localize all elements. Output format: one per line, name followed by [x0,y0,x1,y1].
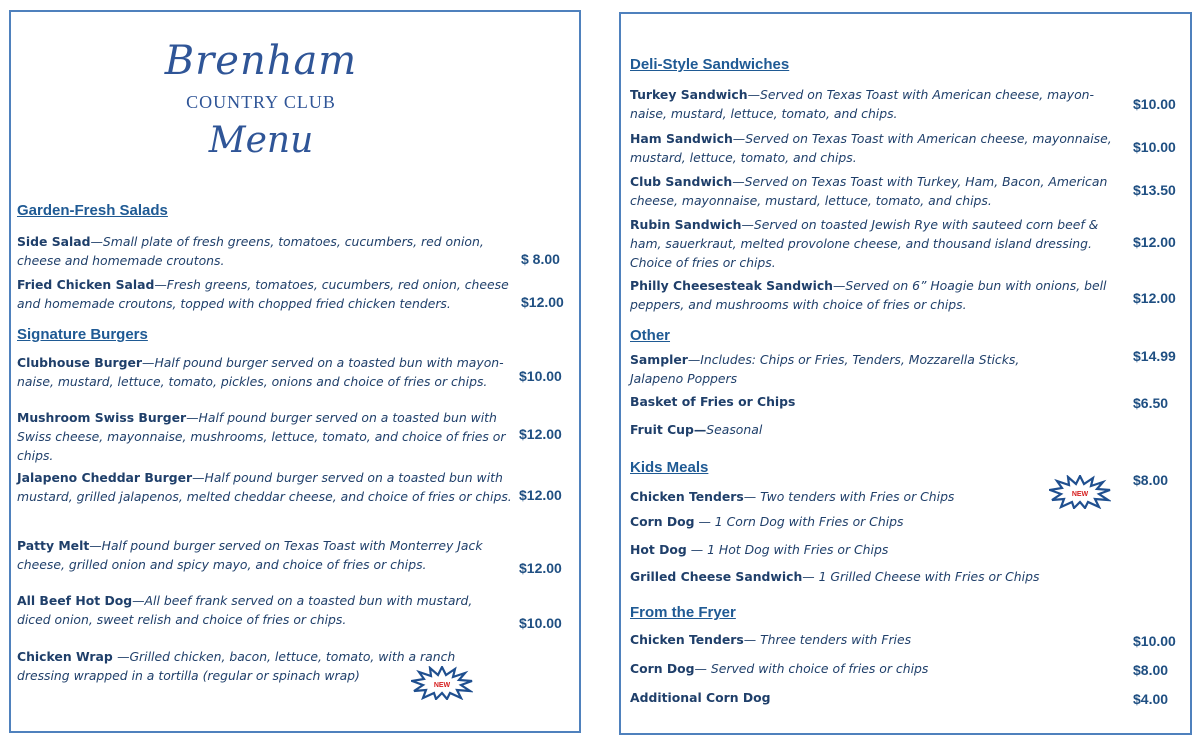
item-desc: —All beef frank served on a toasted bun with mustard, diced onion, sweet relish and choice of fries or chips. [17,593,473,627]
price: $13.50 [1133,182,1176,198]
item-name: Side Salad [17,234,91,249]
item-name: Chicken Tenders [630,489,744,504]
price: $10.00 [1133,139,1176,155]
item-desc: —Half pound burger served on a toasted bun with Swiss cheese, mayonnaise, mushrooms, lettuce, tomato, and choice of fries or chips. [17,410,506,463]
item-name: Basket of Fries or Chips [630,394,796,409]
item-desc: —Half pound burger served on a toasted bun with mustard, grilled jalapenos, melted cheddar cheese, and choice of fries or chips. [17,470,512,504]
item-kids-corn-dog [630,512,1050,531]
item-name: Club Sandwich [630,174,733,189]
price: $4.00 [1133,691,1169,707]
new-badge-icon [411,666,473,700]
item-name: Patty Melt [17,538,90,553]
new-badge-text: NEW [1071,491,1089,498]
new-badge-icon [1049,475,1111,509]
item-desc: —Grilled chicken, bacon, lettuce, tomato, with a ranch dressing wrapped in a tortilla (regular or spinach wrap) [17,649,456,683]
price: $12.00 [519,560,562,576]
price: $12.00 [1133,290,1176,306]
right-menu-panel [619,12,1192,735]
item-name: Mushroom Swiss Burger [17,410,187,425]
item-additional-corn-dog [630,688,1070,707]
item-name: Hot Dog [630,542,687,557]
logo-brenham: Brenham [164,38,358,84]
item-desc: — 1 Grilled Cheese with Fries or Chips [802,569,1040,584]
heading-salads: Garden-Fresh Salads [17,202,168,219]
price: $12.00 [519,426,562,442]
kids-price: $8.00 [1133,472,1169,488]
price: $10.00 [1133,96,1176,112]
item-kids-chicken-tenders [630,487,1050,506]
item-sampler [630,350,1070,388]
item-desc: —Served on Texas Toast with American cheese, mayonnaise, mustard, lettuce, tomato, and chips. [630,131,1112,165]
item-all-beef-hot-dog [17,591,497,629]
item-name: Ham Sandwich [630,131,733,146]
price: $12.00 [1133,234,1176,250]
item-name: Rubin Sandwich [630,217,742,232]
logo-country-club: COUNTRY CLUB [186,92,336,112]
item-desc: —Served on 6” Hoagie bun with onions, bell peppers, and mushrooms with choice of fries or chips. [630,278,1107,312]
item-fruit-cup [630,420,1070,439]
item-jalapeno-cheddar-burger [17,468,513,506]
item-name: Corn Dog [630,514,695,529]
item-name: All Beef Hot Dog [17,593,133,608]
price: $12.00 [519,487,562,503]
heading-kids: Kids Meals [630,459,709,476]
item-fryer-corn-dog [630,659,1070,678]
item-clubhouse-burger [17,353,515,391]
item-name: Turkey Sandwich [630,87,748,102]
item-basket-fries [630,392,1070,411]
item-fryer-chicken-tenders [630,630,1070,649]
heading-burgers: Signature Burgers [17,326,148,343]
price: $6.50 [1133,395,1169,411]
item-ham-sandwich [630,129,1126,167]
item-desc: —Small plate of fresh greens, tomatoes, cucumbers, red onion, cheese and homemade croutons. [17,234,484,268]
item-club-sandwich [630,172,1120,210]
heading-fryer: From the Fryer [630,604,736,621]
item-kids-hot-dog [630,540,1050,559]
item-desc: —Includes: Chips or Fries, Tenders, Mozzarella Sticks, Jalapeno Poppers [630,352,1020,386]
item-name: Corn Dog [630,661,695,676]
item-desc: —Fresh greens, tomatoes, cucumbers, red onion, cheese and homemade croutons, topped with chopped fried chicken tenders. [17,277,509,311]
item-desc: — 1 Hot Dog with Fries or Chips [686,542,889,557]
item-name: Jalapeno Cheddar Burger [17,470,193,485]
item-desc: — Served with choice of fries or chips [694,661,929,676]
item-desc: — Three tenders with Fries [743,632,912,647]
price: $12.00 [521,294,564,310]
price: $14.99 [1133,348,1176,364]
item-philly-cheesesteak [630,276,1120,314]
price: $10.00 [1133,633,1176,649]
item-desc: —Half pound burger served on Texas Toast with Monterrey Jack cheese, grilled onion and spicy mayo, and choice of fries or chips. [17,538,483,572]
item-name: Philly Cheesesteak Sandwich [630,278,833,293]
item-desc: —Served on toasted Jewish Rye with sauteed corn beef & ham, sauerkraut, melted provolone cheese, and thousand island dressing. Choice of fries or chips. [630,217,1099,270]
item-mushroom-swiss-burger [17,408,511,465]
item-name: Chicken Wrap [17,649,118,664]
heading-deli: Deli-Style Sandwiches [630,56,790,73]
new-badge-text: NEW [433,682,451,689]
item-side-salad [17,232,507,270]
item-fried-chicken-salad [17,275,517,313]
item-desc: —Served on Texas Toast with American cheese, mayon-naise, mustard, lettuce, tomato, and chips. [630,87,1095,121]
item-rubin-sandwich [630,215,1124,272]
item-name: Chicken Tenders [630,632,744,647]
item-turkey-sandwich [630,85,1118,123]
price: $ 8.00 [521,251,560,267]
item-desc: —Served on Texas Toast with Turkey, Ham, Bacon, American cheese, mayonnaise, mustard, lettuce, tomato, and chips. [630,174,1108,208]
heading-other: Other [630,327,671,344]
logo-menu: Menu [208,120,314,161]
item-name: Additional Corn Dog [630,690,771,705]
price: $10.00 [519,615,562,631]
item-kids-grilled-cheese [630,567,1090,586]
left-menu-panel [9,10,581,733]
item-desc: — Two tenders with Fries or Chips [743,489,955,504]
item-name: Fried Chicken Salad [17,277,155,292]
item-desc: —Half pound burger served on a toasted bun with mayon-naise, mustard, lettuce, tomato, pickles, onions and choice of fries or chips. [17,355,504,389]
item-desc: — 1 Corn Dog with Fries or Chips [694,514,904,529]
item-desc: Seasonal [706,422,763,437]
price: $10.00 [519,368,562,384]
item-name: Sampler [630,352,688,367]
item-name: Fruit Cup— [630,422,707,437]
item-patty-melt [17,536,513,574]
item-name: Grilled Cheese Sandwich [630,569,803,584]
item-name: Clubhouse Burger [17,355,143,370]
price: $8.00 [1133,662,1169,678]
